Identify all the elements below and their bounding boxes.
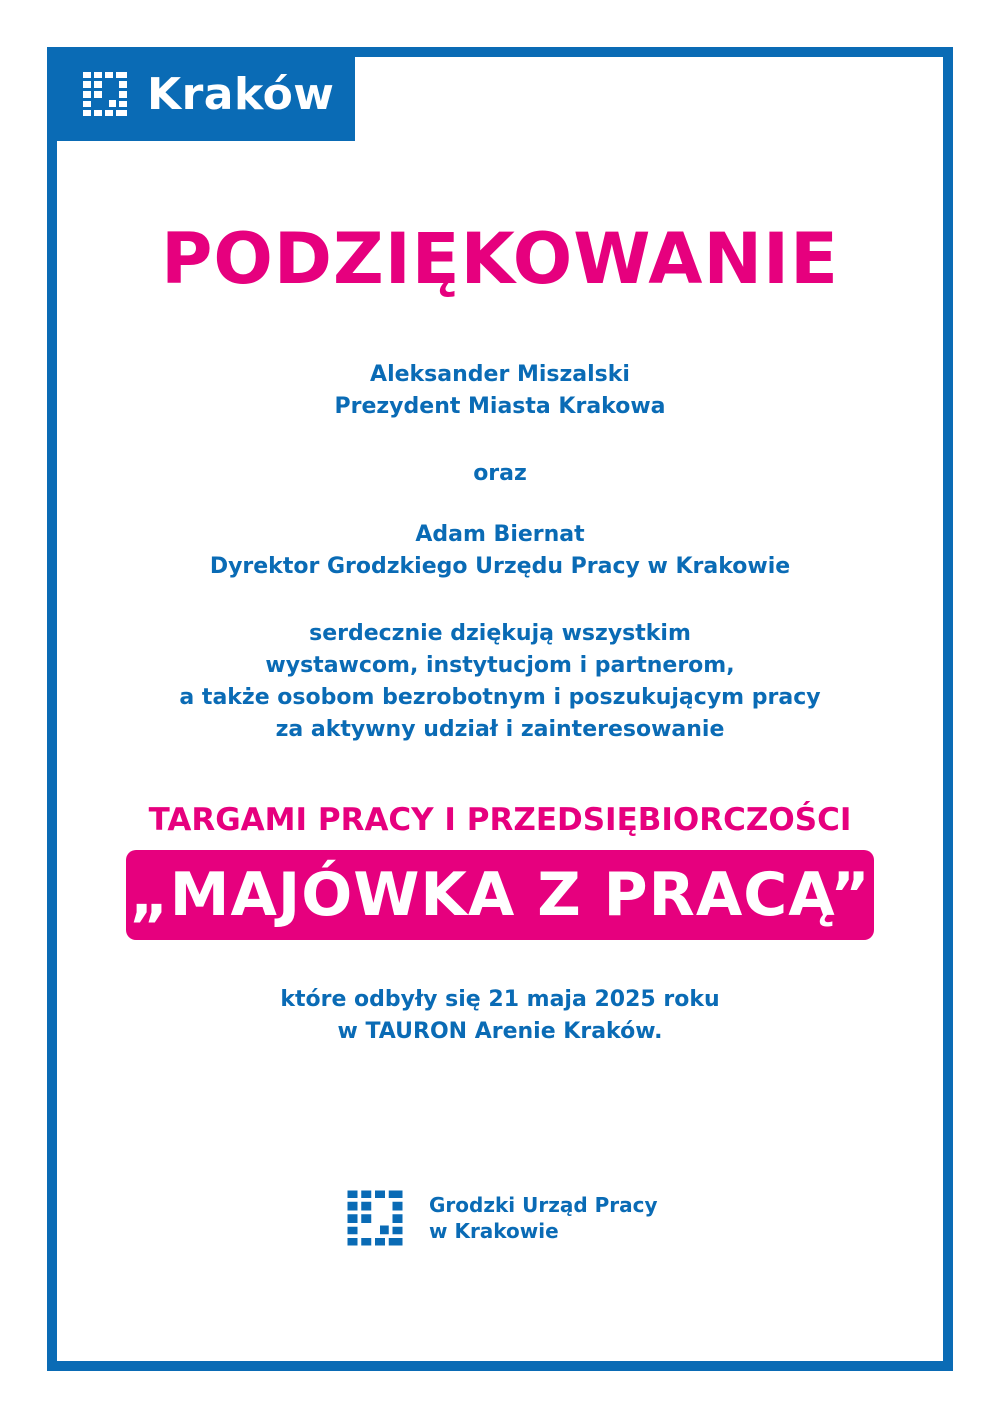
details-line: które odbyły się 21 maja 2025 roku: [280, 987, 720, 1012]
second-signatory-name: Adam Biernat: [415, 522, 585, 547]
second-signatory-role: Dyrektor Grodzkiego Urzędu Pracy w Krakowie: [209, 554, 791, 579]
thanks-line: za aktywny udział i zainteresowanie: [275, 717, 725, 742]
conjunction: oraz: [473, 461, 527, 486]
thanks-line: wystawcom, instytucjom i partnerom,: [265, 653, 735, 678]
signatory-second: [0, 519, 1000, 583]
brand-name: Kraków: [147, 68, 335, 120]
first-signatory-name: Aleksander Miszalski: [370, 362, 630, 387]
page-title: PODZIĘKOWANIE: [161, 218, 839, 300]
first-signatory-role: Prezydent Miasta Krakowa: [334, 394, 666, 419]
thanks-line: serdecznie dziękują wszystkim: [309, 621, 691, 646]
thanks-line: a także osobom bezrobotnym i poszukującym pracy: [179, 685, 821, 710]
footer-organization: [345, 1188, 658, 1248]
footer-org-name: [429, 1192, 658, 1244]
event-name-banner: „MAJÓWKA Z PRACĄ”: [126, 850, 874, 940]
details-line: w TAURON Arenie Kraków.: [337, 1019, 663, 1044]
gup-grid-logo-icon: [345, 1188, 405, 1248]
event-title: TARGAMI PRACY I PRZEDSIĘBIORCZOŚCI: [148, 802, 852, 838]
footer-org-line: Grodzki Urząd Pracy: [429, 1193, 658, 1217]
event-details: [0, 984, 1000, 1048]
footer-org-line: w Krakowie: [429, 1219, 559, 1243]
krakow-grid-logo-icon: [81, 70, 129, 118]
thanks-paragraph: [0, 618, 1000, 746]
krakow-brand-header: [47, 47, 355, 141]
signatory-first: [0, 359, 1000, 423]
